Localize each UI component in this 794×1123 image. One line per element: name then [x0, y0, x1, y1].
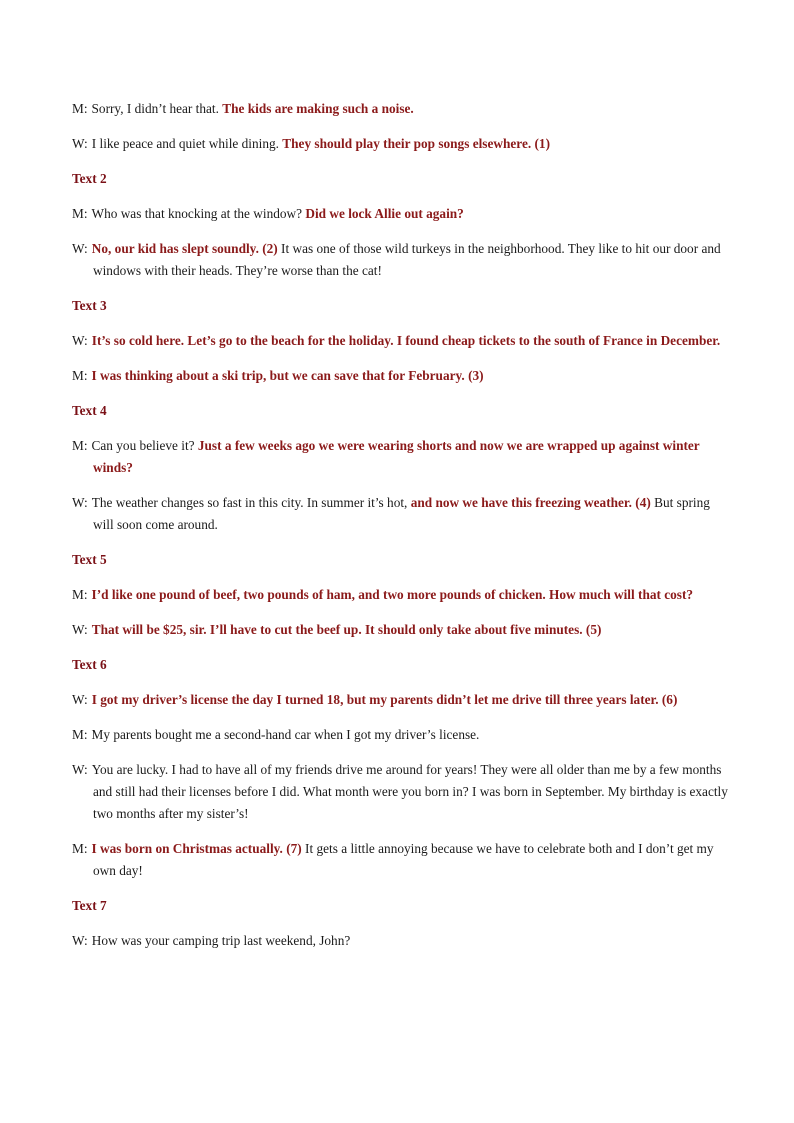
highlighted-text: I was born on Christmas actually. (7): [91, 841, 302, 856]
highlighted-text: They should play their pop songs elsewhere. (1): [282, 136, 550, 151]
dialogue-line: [72, 930, 728, 952]
section-heading: Text 5: [72, 552, 107, 567]
speaker-label: M:: [72, 368, 88, 383]
highlighted-text: That will be $25, sir. I’ll have to cut the beef up. It should only take about five minutes. (5): [91, 622, 602, 637]
speaker-label: W:: [72, 333, 88, 348]
dialogue-text: My parents bought me a second-hand car when I got my driver’s license.: [91, 727, 480, 742]
dialogue-text: The weather changes so fast in this city. In summer it’s hot,: [91, 495, 411, 510]
dialogue-line: [72, 838, 728, 882]
speaker-label: W:: [72, 622, 88, 637]
section-heading: Text 2: [72, 171, 107, 186]
section-heading: Text 3: [72, 298, 107, 313]
highlighted-text: It’s so cold here. Let’s go to the beach for the holiday. I found cheap tickets to the south of France in December.: [91, 333, 721, 348]
speaker-label: M:: [72, 438, 88, 453]
highlighted-text: I was thinking about a ski trip, but we can save that for February. (3): [91, 368, 484, 383]
dialogue-line: [72, 584, 728, 606]
dialogue-line: [72, 203, 728, 225]
highlighted-text: I got my driver’s license the day I turned 18, but my parents didn’t let me drive till three years later. (6): [91, 692, 678, 707]
highlighted-text: I’d like one pound of beef, two pounds of ham, and two more pounds of chicken. How much will that cost?: [91, 587, 694, 602]
speaker-label: M:: [72, 206, 88, 221]
document-body: [72, 98, 728, 965]
dialogue-line: [72, 724, 728, 746]
speaker-label: W:: [72, 241, 88, 256]
highlighted-text: and now we have this freezing weather. (4): [410, 495, 651, 510]
highlighted-text: The kids are making such a noise.: [222, 101, 414, 116]
speaker-label: W:: [72, 136, 88, 151]
dialogue-line: [72, 98, 728, 120]
speaker-label: M:: [72, 101, 88, 116]
highlighted-text: Just a few weeks ago we were wearing shorts and now we are wrapped up against winter winds?: [93, 438, 700, 475]
section-heading: Text 6: [72, 657, 107, 672]
dialogue-line: [72, 133, 728, 155]
dialogue-text: I like peace and quiet while dining.: [91, 136, 283, 151]
speaker-label: M:: [72, 841, 88, 856]
dialogue-line: [72, 689, 728, 711]
dialogue-text: How was your camping trip last weekend, John?: [91, 933, 351, 948]
dialogue-text: It gets a little annoying because we have to celebrate both and I don’t get my own day!: [93, 841, 714, 878]
dialogue-line: [72, 619, 728, 641]
dialogue-text: It was one of those wild turkeys in the neighborhood. They like to hit our door and windows with their heads. They’re worse than the cat!: [93, 241, 721, 278]
dialogue-text: You are lucky. I had to have all of my friends drive me around for years! They were all older than me by a few months and still had their licenses before I did. What month were you born in? I was born in September. My birthday is exactly two months after my sister’s!: [91, 762, 728, 821]
dialogue-line: [72, 492, 728, 536]
dialogue-line: [72, 365, 728, 387]
section-heading: Text 4: [72, 403, 107, 418]
dialogue-text: Who was that knocking at the window?: [91, 206, 306, 221]
speaker-label: W:: [72, 933, 88, 948]
speaker-label: M:: [72, 727, 88, 742]
speaker-label: W:: [72, 495, 88, 510]
dialogue-text: Sorry, I didn’t hear that.: [91, 101, 223, 116]
dialogue-line: [72, 759, 728, 825]
speaker-label: M:: [72, 587, 88, 602]
dialogue-line: [72, 330, 728, 352]
highlighted-text: No, our kid has slept soundly. (2): [91, 241, 278, 256]
dialogue-line: [72, 435, 728, 479]
section-heading: Text 7: [72, 898, 107, 913]
dialogue-text: But spring will soon come around.: [93, 495, 710, 532]
dialogue-text: Can you believe it?: [91, 438, 198, 453]
dialogue-line: [72, 238, 728, 282]
speaker-label: W:: [72, 762, 88, 777]
speaker-label: W:: [72, 692, 88, 707]
highlighted-text: Did we lock Allie out again?: [305, 206, 464, 221]
